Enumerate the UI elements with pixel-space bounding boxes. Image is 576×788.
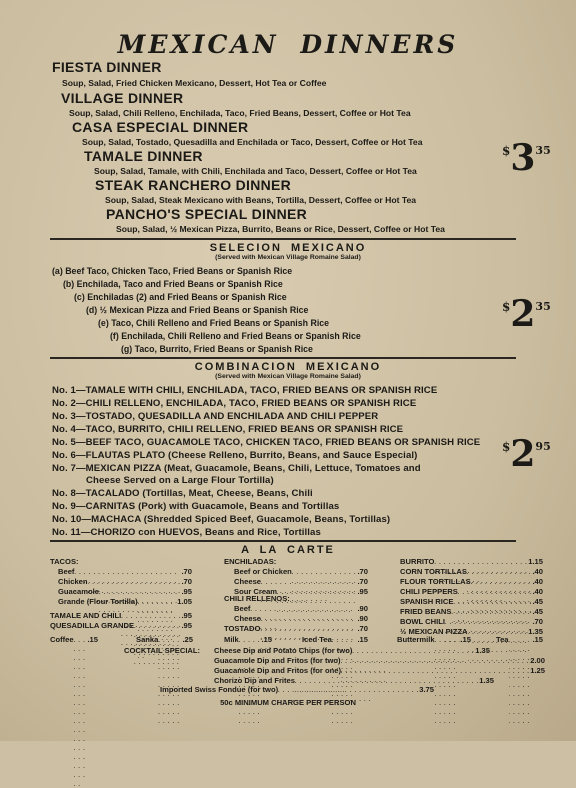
cocktail-row: Guacamole Dip and Fritos (for one) . . . 1.25 bbox=[214, 666, 545, 684]
a-la-carte-heading: A LA CARTE bbox=[241, 544, 335, 556]
enchiladas-label: ENCHILADAS: bbox=[224, 557, 277, 566]
menu-row: Guacamole . . . .95 bbox=[58, 587, 192, 614]
selecion-item: (c) Enchiladas (2) and Fried Beans or Spanish Rice bbox=[74, 292, 287, 302]
combinacion-subheading: (Served with Mexican Village Romaine Salad) bbox=[215, 373, 361, 380]
dinner-name: VILLAGE DINNER bbox=[61, 90, 184, 106]
dinner-name: FIESTA DINNER bbox=[52, 59, 162, 75]
tacos-label: TACOS: bbox=[50, 557, 79, 566]
combo-item: No. 8—TACALADO (Tortillas, Meat, Cheese, Beans, Chili bbox=[52, 488, 313, 499]
selecion-subheading: (Served with Mexican Village Romaine Salad) bbox=[215, 254, 361, 261]
menu-row: CORN TORTILLAS . . . .40 bbox=[400, 567, 543, 603]
page-title: MEXICAN DINNERS bbox=[117, 30, 459, 59]
menu-row: QUESADILLA GRANDE . . . .95 bbox=[50, 621, 192, 666]
combo-item: No. 10—MACHACA (Shredded Spiced Beef, Guacamole, Beans, Tortillas) bbox=[52, 514, 391, 525]
minimum-charge-note: 50c MINIMUM CHARGE PER PERSON bbox=[220, 698, 356, 707]
dinner-description: Soup, Salad, ½ Mexican Pizza, Burrito, Beans or Rice, Dessert, Coffee or Hot Tea bbox=[116, 224, 445, 234]
menu-row: CHILI PEPPERS . . . .40 bbox=[400, 587, 543, 623]
combo-item: No. 5—BEEF TACO, GUACAMOLE TACO, CHICKEN TACO, FRIED BEANS OR SPANISH RICE bbox=[52, 437, 481, 448]
menu-row: Chicken . . . .70 bbox=[58, 577, 192, 604]
selecion-item: (e) Taco, Chili Relleno and Fried Beans or Spanish Rice bbox=[98, 318, 330, 328]
menu-row: SPANISH RICE . . . .45 bbox=[400, 597, 543, 624]
menu-row: Sour Cream . . . .95 bbox=[234, 587, 368, 614]
drink-row: Tea . . . .15 bbox=[496, 635, 543, 725]
combinacion-price: $^{\$}2^{95}$ bbox=[502, 433, 551, 475]
drink-row: Iced Tea . . . .15 bbox=[302, 635, 368, 725]
selecion-item: (b) Enchilada, Taco and Fried Beans or Spanish Rice bbox=[63, 279, 283, 289]
selecion-heading: SELECION MEXICANO bbox=[209, 242, 367, 254]
dinner-description: Soup, Salad, Tostado, Quesadilla and Enchilada or Taco, Dessert, Coffee or Hot Tea bbox=[82, 137, 423, 147]
cocktail-row: Guacamole Dip and Fritos (for two) . . . 2.00 bbox=[214, 656, 545, 674]
section-divider bbox=[50, 540, 516, 542]
selecion-item: (d) ½ Mexican Pizza and Fried Beans or Spanish Rice bbox=[86, 305, 309, 315]
selecion-item: (a) Beef Taco, Chicken Taco, Fried Beans or Spanish Rice bbox=[52, 266, 293, 276]
cocktail-row: Cheese Dip and Potato Chips (for two) . . . 1.35 bbox=[214, 646, 490, 664]
selecion-item: (g) Taco, Burrito, Fried Beans or Spanish Rice bbox=[121, 344, 313, 354]
fondue-row: Imported Swiss Fondue (for two) . . . 3.75 bbox=[160, 685, 434, 703]
menu-row: Cheese . . . .70 bbox=[234, 577, 368, 604]
drink-row: Milk . . . .15 bbox=[224, 635, 272, 725]
dinner-description: Soup, Salad, Chili Relleno, Enchilada, Taco, Fried Beans, Dessert, Coffee or Hot Tea bbox=[69, 108, 411, 118]
menu-row: Cheese . . . .90 bbox=[234, 614, 368, 641]
selecion-price: $^{\$}2^{35}$ bbox=[502, 293, 551, 335]
drink-row: Sanka . . . .25 bbox=[136, 635, 193, 725]
combo-item: No. 1—TAMALE WITH CHILI, ENCHILADA, TACO, FRIED BEANS OR SPANISH RICE bbox=[52, 385, 438, 396]
dinner-name: TAMALE DINNER bbox=[84, 148, 203, 164]
cocktail-row: Chorizo Dip and Frites . . . 1.35 bbox=[214, 676, 494, 694]
combo-item: No. 7—MEXICAN PIZZA (Meat, Guacamole, Beans, Chili, Lettuce, Tomatoes and bbox=[52, 463, 421, 474]
combo-item: No. 4—TACO, BURRITO, CHILI RELLENO, FRIED BEANS OR SPANISH RICE bbox=[52, 424, 404, 435]
section-divider bbox=[50, 357, 516, 359]
combo-item: No. 2—CHILI RELLENO, ENCHILADA, TACO, FRIED BEANS OR SPANISH RICE bbox=[52, 398, 417, 409]
menu-row: Grande (Flour Tortilla) . . . 1.05 bbox=[58, 597, 192, 660]
chili-rellenos-label: CHILI RELLENOS: bbox=[224, 594, 290, 603]
menu-row: FLOUR TORTILLAS . . . .40 bbox=[400, 577, 543, 613]
selecion-item: (f) Enchilada, Chili Relleno and Fried Beans or Spanish Rice bbox=[110, 331, 361, 341]
drink-row: Coffee . . . .15 bbox=[50, 635, 98, 788]
section-divider bbox=[50, 238, 516, 240]
combo-item: No. 11—CHORIZO con HUEVOS, Beans and Rice, Tortillas bbox=[52, 527, 321, 538]
combo-item: No. 3—TOSTADO, QUESADILLA AND ENCHILADA AND CHILI PEPPER bbox=[52, 411, 379, 422]
dinner-price: $^{\$}3^{35}$ bbox=[502, 137, 551, 179]
dinner-description: Soup, Salad, Fried Chicken Mexicano, Dessert, Hot Tea or Coffee bbox=[62, 78, 327, 88]
dinner-name: CASA ESPECIAL DINNER bbox=[72, 119, 249, 135]
dinner-name: PANCHO'S SPECIAL DINNER bbox=[106, 206, 308, 222]
menu-row: Beef or Chicken . . . .70 bbox=[234, 567, 368, 603]
combo-item: No. 6—FLAUTAS PLATO (Cheese Relleno, Burrito, Beans, and Sauce Especial) bbox=[52, 450, 418, 461]
combinacion-heading: COMBINACION MEXICANO bbox=[194, 361, 382, 373]
dinner-description: Soup, Salad, Tamale, with Chili, Enchilada and Taco, Dessert, Coffee or Hot Tea bbox=[94, 166, 417, 176]
menu-row: FRIED BEANS . . . .45 bbox=[400, 607, 543, 634]
dinner-description: Soup, Salad, Steak Mexicano with Beans, Tortilla, Dessert, Coffee or Hot Tea bbox=[105, 195, 417, 205]
menu-row: Beef . . . .90 bbox=[234, 604, 368, 631]
cocktail-special-label: COCKTAIL SPECIAL: bbox=[124, 646, 201, 655]
menu-row: TAMALE AND CHILI . . . .95 bbox=[50, 611, 192, 647]
menu-row: TOSTADO . . . .70 bbox=[224, 624, 368, 651]
combo-item: No. 9—CARNITAS (Pork) with Guacamole, Beans and Tortillas bbox=[52, 501, 340, 512]
menu-row: BOWL CHILI . . . .70 bbox=[400, 617, 543, 644]
menu-row: ½ MEXICAN PIZZA . . . 1.35 bbox=[400, 627, 543, 663]
drink-row: Buttermilk . . . .15 bbox=[397, 635, 471, 725]
menu-row: Beef . . . .70 bbox=[58, 567, 192, 594]
combo-item-continued: Cheese Served on a Large Flour Tortilla) bbox=[86, 475, 274, 486]
dinner-name: STEAK RANCHERO DINNER bbox=[95, 177, 292, 193]
menu-row: BURRITO . . . 1.15 bbox=[400, 557, 543, 584]
